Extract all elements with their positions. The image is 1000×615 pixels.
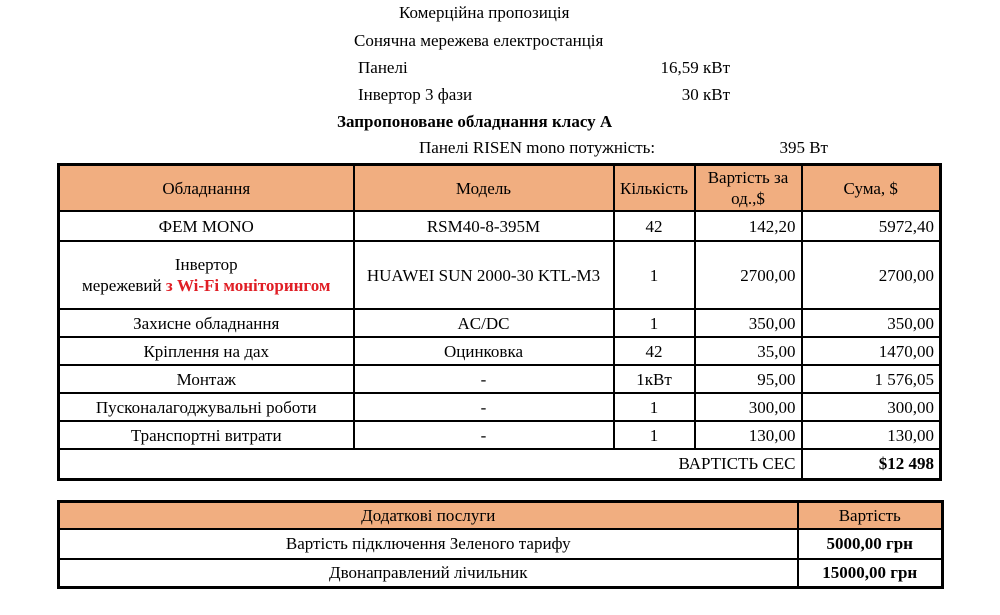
cell-name-inverter — [59, 241, 354, 309]
table-row — [59, 393, 941, 421]
document-subtitle: Сонячна мережева електростанція — [354, 31, 604, 50]
panels-model-label: Панелі RISEN mono потужність: — [419, 138, 656, 157]
inverter-phases-value: 30 кВт — [681, 85, 730, 104]
panels-power-label: Панелі — [358, 58, 408, 77]
cell-model: - — [354, 365, 614, 393]
cell-qty: 1кВт — [614, 365, 695, 393]
cell-sum: 2700,00 — [802, 241, 941, 309]
cell-sum: 1470,00 — [802, 337, 941, 365]
cell-service-price: 5000,00 грн — [798, 529, 943, 559]
cell-unit-price: 2700,00 — [695, 241, 802, 309]
total-value: $12 498 — [802, 449, 941, 479]
cell-name: Захисне обладнання — [59, 309, 354, 337]
cell-unit-price: 35,00 — [695, 337, 802, 365]
equipment-table — [57, 163, 942, 481]
col-header-unit-price: Вартість за од.,$ — [695, 165, 802, 212]
cell-qty: 1 — [614, 241, 695, 309]
panels-power-value: 16,59 кВт — [660, 58, 730, 77]
table-row — [59, 365, 941, 393]
cell-service-name: Вартість підключення Зеленого тарифу — [59, 529, 798, 559]
cell-model: AC/DC — [354, 309, 614, 337]
total-row — [59, 449, 941, 479]
cell-name: Транспортні витрати — [59, 421, 354, 449]
cell-unit-price: 130,00 — [695, 421, 802, 449]
cell-sum: 1 576,05 — [802, 365, 941, 393]
cell-unit-price: 350,00 — [695, 309, 802, 337]
table-row — [59, 309, 941, 337]
table-row — [59, 421, 941, 449]
cell-sum: 5972,40 — [802, 211, 941, 241]
inverter-name-line1: Інвертор — [174, 255, 238, 274]
col-header-sum: Сума, $ — [802, 165, 941, 212]
cell-model: - — [354, 393, 614, 421]
table-row — [59, 337, 941, 365]
col-header-equipment: Обладнання — [59, 165, 354, 212]
document-title: Комерційна пропозиція — [399, 3, 570, 22]
cell-model: - — [354, 421, 614, 449]
cell-unit-price: 142,20 — [695, 211, 802, 241]
services-header-row — [59, 502, 943, 529]
cell-name: Кріплення на дах — [59, 337, 354, 365]
cell-qty: 42 — [614, 337, 695, 365]
cell-service-name: Двонаправлений лічильник — [59, 559, 798, 588]
total-label: ВАРТІСТЬ СЕС — [59, 449, 802, 479]
cell-service-price: 15000,00 грн — [798, 559, 943, 588]
cell-qty: 1 — [614, 309, 695, 337]
cell-unit-price: 300,00 — [695, 393, 802, 421]
cell-model: RSM40-8-395M — [354, 211, 614, 241]
cell-name: Монтаж — [59, 365, 354, 393]
col-header-services: Додаткові послуги — [59, 502, 798, 529]
cell-sum: 300,00 — [802, 393, 941, 421]
cell-qty: 1 — [614, 421, 695, 449]
inverter-name-line2: мережевий — [81, 276, 162, 295]
panels-model-value: 395 Вт — [779, 138, 828, 157]
table-row — [59, 559, 943, 588]
table-row — [59, 241, 941, 309]
cell-sum: 350,00 — [802, 309, 941, 337]
cell-name: ФЕМ MONO — [59, 211, 354, 241]
inverter-phases-label: Інвертор 3 фази — [358, 85, 473, 104]
cell-qty: 1 — [614, 393, 695, 421]
equipment-table-header-row — [59, 165, 941, 212]
cell-model: Оцинковка — [354, 337, 614, 365]
table-row — [59, 211, 941, 241]
col-header-quantity: Кількість — [614, 165, 695, 212]
col-header-model: Модель — [354, 165, 614, 212]
wifi-monitoring-note: з Wi-Fi моніторингом — [165, 276, 331, 295]
cell-sum: 130,00 — [802, 421, 941, 449]
table-row — [59, 529, 943, 559]
cell-unit-price: 95,00 — [695, 365, 802, 393]
cell-model: HUAWEI SUN 2000-30 KTL-M3 — [354, 241, 614, 309]
col-header-cost: Вартість — [798, 502, 943, 529]
equipment-class-heading: Запропоноване обладнання класу А — [337, 112, 613, 131]
additional-services-table — [57, 500, 944, 589]
cell-qty: 42 — [614, 211, 695, 241]
cell-name: Пусконалагоджувальні роботи — [59, 393, 354, 421]
